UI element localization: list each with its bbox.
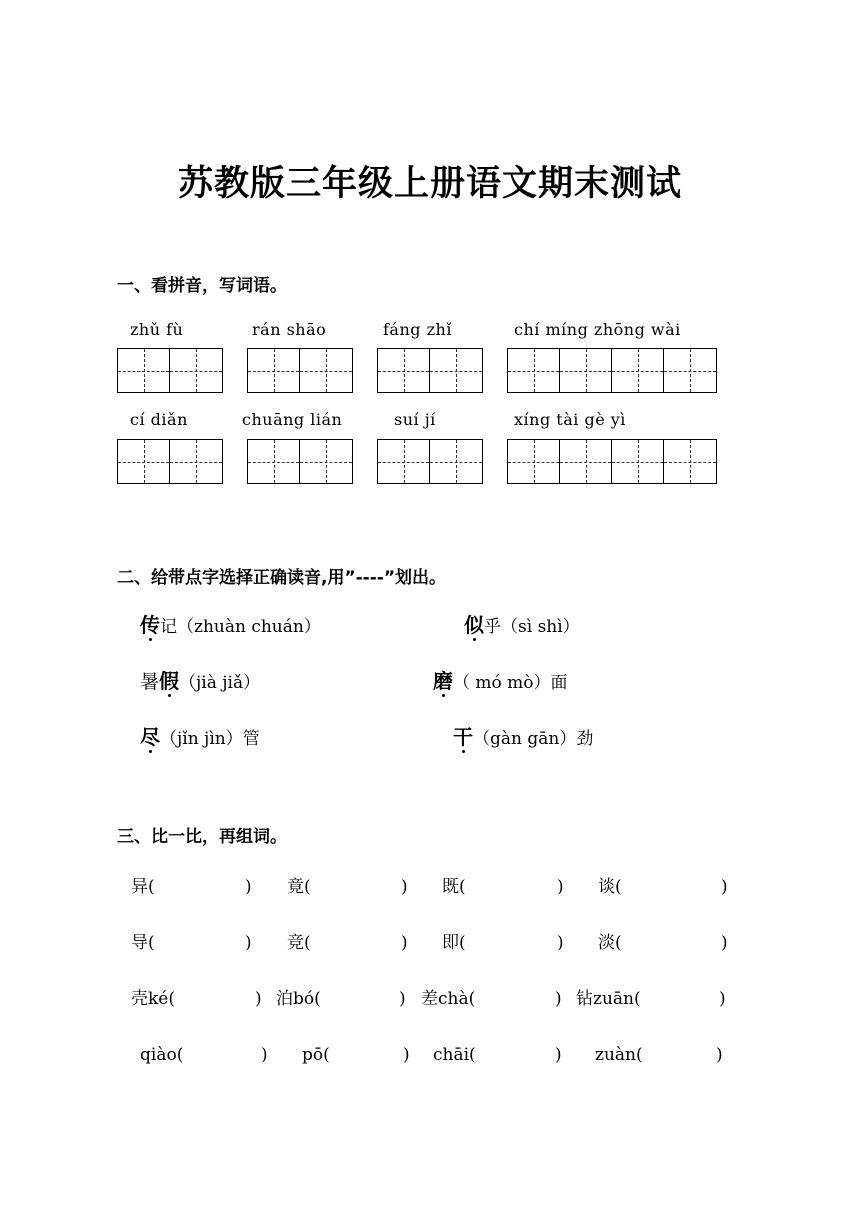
word-blank-close[interactable]: ) — [401, 877, 408, 897]
word-blank-close[interactable]: ) — [555, 989, 562, 1009]
grid-cell[interactable] — [664, 349, 716, 392]
section-2-heading: 二、给带点字选择正确读音,用”----”划出。 — [117, 568, 447, 588]
word-blank-label: 钻zuān( — [576, 989, 641, 1009]
word-blank-close[interactable]: ) — [555, 1045, 562, 1065]
pinyin-label: zhǔ fù — [130, 320, 184, 339]
pinyin-label: chí míng zhōng wài — [514, 320, 681, 339]
grid-cell[interactable] — [300, 440, 352, 483]
grid-cell[interactable] — [612, 440, 664, 483]
grid-cell[interactable] — [430, 440, 482, 483]
writing-grid-4[interactable] — [507, 348, 717, 393]
writing-grid-2[interactable] — [117, 348, 223, 393]
grid-cell[interactable] — [508, 349, 560, 392]
pinyin-label: xíng tài gè yì — [514, 410, 626, 429]
pinyin-label: rán shāo — [252, 320, 327, 339]
word-blank-label: qiào( — [140, 1045, 184, 1065]
word-blank-label: 异( — [131, 877, 155, 897]
word-blank-close[interactable]: ) — [721, 877, 728, 897]
word-blank-close[interactable]: ) — [719, 989, 726, 1009]
grid-cell[interactable] — [664, 440, 716, 483]
grid-cell[interactable] — [378, 440, 430, 483]
reading-item — [433, 669, 568, 695]
word-blank-close[interactable]: ) — [399, 989, 406, 1009]
word-blank-close[interactable]: ) — [261, 1045, 268, 1065]
plain-char: 暑 — [140, 671, 160, 693]
reading-item — [464, 613, 580, 639]
word-blank-close[interactable]: ) — [403, 1045, 410, 1065]
reading-item — [140, 669, 260, 695]
grid-cell[interactable] — [560, 440, 612, 483]
word-blank-close[interactable]: ) — [721, 933, 728, 953]
word-blank-close[interactable]: ) — [245, 877, 252, 897]
word-blank-label: 导( — [131, 933, 155, 953]
reading-item — [140, 725, 260, 751]
dotted-char: 干 — [453, 725, 473, 749]
dotted-char: 磨 — [433, 669, 453, 693]
reading-item — [140, 613, 321, 639]
writing-grid-2[interactable] — [377, 348, 483, 393]
word-blank-close[interactable]: ) — [245, 933, 252, 953]
word-blank-label: zuàn( — [595, 1045, 643, 1065]
word-blank-label: 即( — [442, 933, 466, 953]
grid-cell[interactable] — [378, 349, 430, 392]
writing-grid-2[interactable] — [247, 348, 353, 393]
pinyin-label: cí diǎn — [130, 410, 188, 429]
word-blank-label: 淡( — [598, 933, 622, 953]
word-blank-label: chāi( — [433, 1045, 476, 1065]
word-blank-close[interactable]: ) — [716, 1045, 723, 1065]
grid-cell[interactable] — [248, 349, 300, 392]
word-blank-label: 竞( — [287, 933, 311, 953]
grid-cell[interactable] — [170, 349, 222, 392]
writing-grid-2[interactable] — [247, 439, 353, 484]
reading-options[interactable]: 乎（sì shì） — [484, 617, 580, 637]
grid-cell[interactable] — [248, 440, 300, 483]
word-blank-close[interactable]: ) — [557, 877, 564, 897]
reading-options[interactable]: （gàn gān）劲 — [473, 729, 594, 749]
grid-cell[interactable] — [118, 349, 170, 392]
page-title: 苏教版三年级上册语文期末测试 — [177, 164, 682, 204]
word-blank-label: 竟( — [287, 877, 311, 897]
pinyin-label: chuāng lián — [242, 410, 343, 429]
word-blank-label: pō( — [302, 1045, 330, 1065]
word-blank-label: 谈( — [598, 877, 622, 897]
word-blank-label: 既( — [442, 877, 466, 897]
writing-grid-4[interactable] — [507, 439, 717, 484]
reading-options[interactable]: （jià jiǎ） — [179, 673, 261, 693]
dotted-char: 尽 — [140, 725, 160, 749]
dotted-char: 假 — [159, 669, 180, 693]
reading-options[interactable]: （jǐn jìn）管 — [160, 729, 260, 749]
pinyin-label: suí jí — [394, 410, 436, 429]
dotted-char: 传 — [140, 613, 160, 637]
dotted-char: 似 — [464, 613, 484, 637]
grid-cell[interactable] — [118, 440, 170, 483]
word-blank-close[interactable]: ) — [255, 989, 262, 1009]
reading-options[interactable]: （ mó mò）面 — [453, 673, 568, 693]
grid-cell[interactable] — [170, 440, 222, 483]
grid-cell[interactable] — [508, 440, 560, 483]
grid-cell[interactable] — [300, 349, 352, 392]
grid-cell[interactable] — [612, 349, 664, 392]
word-blank-label: 差chà( — [421, 989, 476, 1009]
word-blank-close[interactable]: ) — [401, 933, 408, 953]
section-1-heading: 一、看拼音，写词语。 — [117, 276, 287, 296]
reading-options[interactable]: 记（zhuàn chuán） — [160, 617, 321, 637]
writing-grid-2[interactable] — [377, 439, 483, 484]
reading-item — [453, 725, 593, 751]
word-blank-close[interactable]: ) — [557, 933, 564, 953]
word-blank-label: 壳ké( — [131, 989, 175, 1009]
section-3-heading: 三、比一比，再组词。 — [117, 827, 287, 847]
word-blank-label: 泊bó( — [276, 989, 321, 1009]
grid-cell[interactable] — [560, 349, 612, 392]
writing-grid-2[interactable] — [117, 439, 223, 484]
pinyin-label: fáng zhǐ — [383, 320, 452, 339]
grid-cell[interactable] — [430, 349, 482, 392]
